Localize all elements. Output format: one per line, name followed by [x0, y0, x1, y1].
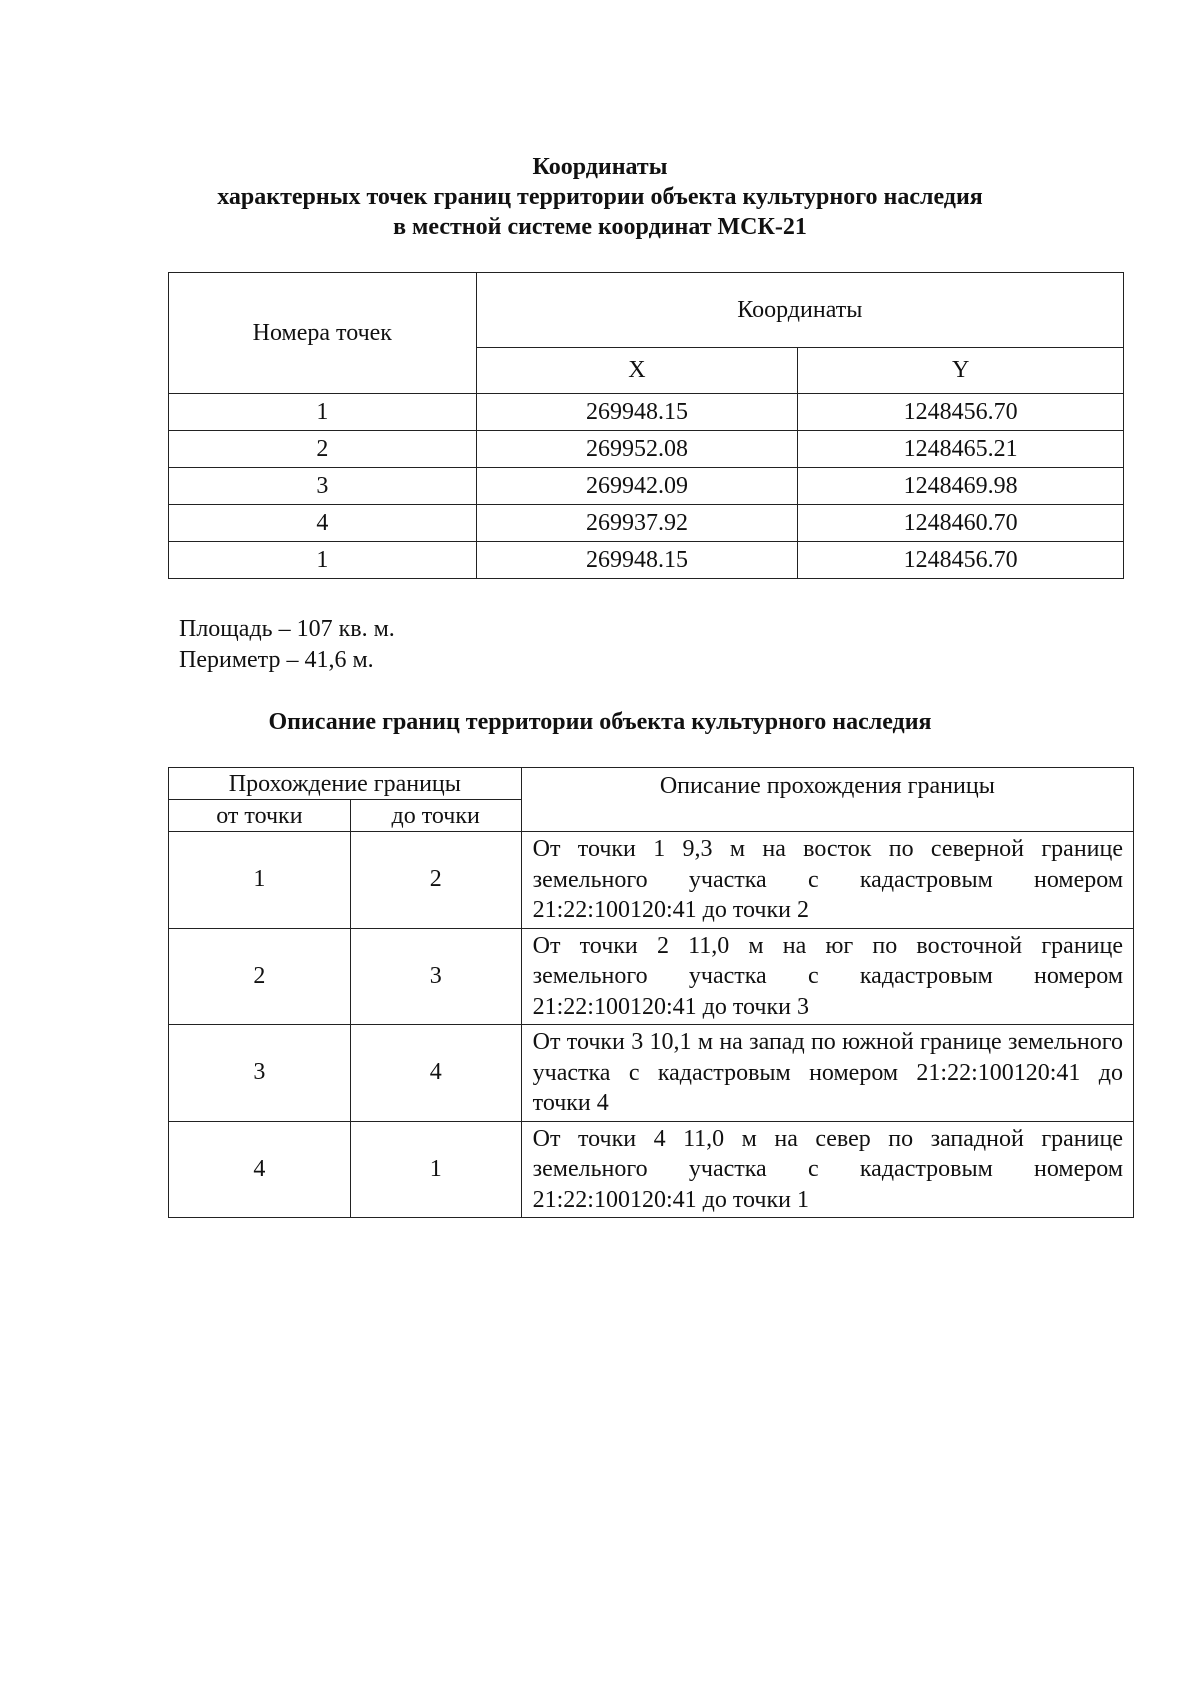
y-value: 1248465.21 — [798, 431, 1124, 468]
header-boundary-passage: Прохождение границы — [169, 768, 522, 800]
x-value: 269937.92 — [476, 505, 798, 542]
y-value: 1248469.98 — [798, 468, 1124, 505]
boundary-text: От точки 1 9,3 м на восток по северной границе земельного участка с кадастровым номером 21:22:100120:41 до точки 2 — [521, 832, 1133, 929]
x-value: 269942.09 — [476, 468, 798, 505]
boundary-text: От точки 3 10,1 м на запад по южной границе земельного участка с кадастровым номером 21:22:100120:41 до точки 4 — [521, 1025, 1133, 1122]
point-number: 2 — [169, 431, 477, 468]
header-y: Y — [798, 348, 1124, 394]
point-number: 4 — [169, 505, 477, 542]
table-row — [169, 832, 1134, 929]
boundary-text: От точки 2 11,0 м на юг по восточной границе земельного участка с кадастровым номером 21:22:100120:41 до точки 3 — [521, 928, 1133, 1025]
from-point: 2 — [169, 928, 351, 1025]
from-point: 3 — [169, 1025, 351, 1122]
table-row — [169, 1121, 1134, 1218]
from-point: 4 — [169, 1121, 351, 1218]
to-point: 1 — [350, 1121, 521, 1218]
point-number: 3 — [169, 468, 477, 505]
table-row — [169, 505, 1124, 542]
boundary-text: От точки 4 11,0 м на север по западной границе земельного участка с кадастровым номером 21:22:100120:41 до точки 1 — [521, 1121, 1133, 1218]
y-value: 1248456.70 — [798, 542, 1124, 579]
boundary-description-table — [168, 767, 1134, 1218]
table-row — [169, 1025, 1134, 1122]
coordinates-table — [168, 272, 1124, 579]
description-title: Описание границ территории объекта культурного наследия — [268, 709, 932, 735]
table-row — [169, 928, 1134, 1025]
header-coordinates: Координаты — [476, 273, 1123, 348]
point-number: 1 — [169, 542, 477, 579]
x-value: 269952.08 — [476, 431, 798, 468]
header-boundary-description: Описание прохождения границы — [521, 768, 1133, 832]
title-line-2: характерных точек границ территории объекта культурного наследия — [217, 184, 983, 210]
table-row — [169, 542, 1124, 579]
header-x: X — [476, 348, 798, 394]
x-value: 269948.15 — [476, 394, 798, 431]
to-point: 3 — [350, 928, 521, 1025]
table-row — [169, 468, 1124, 505]
point-number: 1 — [169, 394, 477, 431]
y-value: 1248456.70 — [798, 394, 1124, 431]
table-row — [169, 431, 1124, 468]
header-from-point: от точки — [169, 800, 351, 832]
from-point: 1 — [169, 832, 351, 929]
title-line-3: в местной системе координат МСК-21 — [393, 214, 807, 240]
area-text: Площадь – 107 кв. м. — [179, 616, 395, 642]
to-point: 4 — [350, 1025, 521, 1122]
document-title — [0, 152, 1200, 242]
x-value: 269948.15 — [476, 542, 798, 579]
to-point: 2 — [350, 832, 521, 929]
header-to-point: до точки — [350, 800, 521, 832]
title-line-1: Координаты — [532, 154, 668, 180]
y-value: 1248460.70 — [798, 505, 1124, 542]
perimeter-text: Периметр – 41,6 м. — [179, 647, 374, 673]
header-point-numbers: Номера точек — [169, 273, 477, 394]
area-perimeter-summary — [179, 614, 395, 676]
table-row — [169, 394, 1124, 431]
